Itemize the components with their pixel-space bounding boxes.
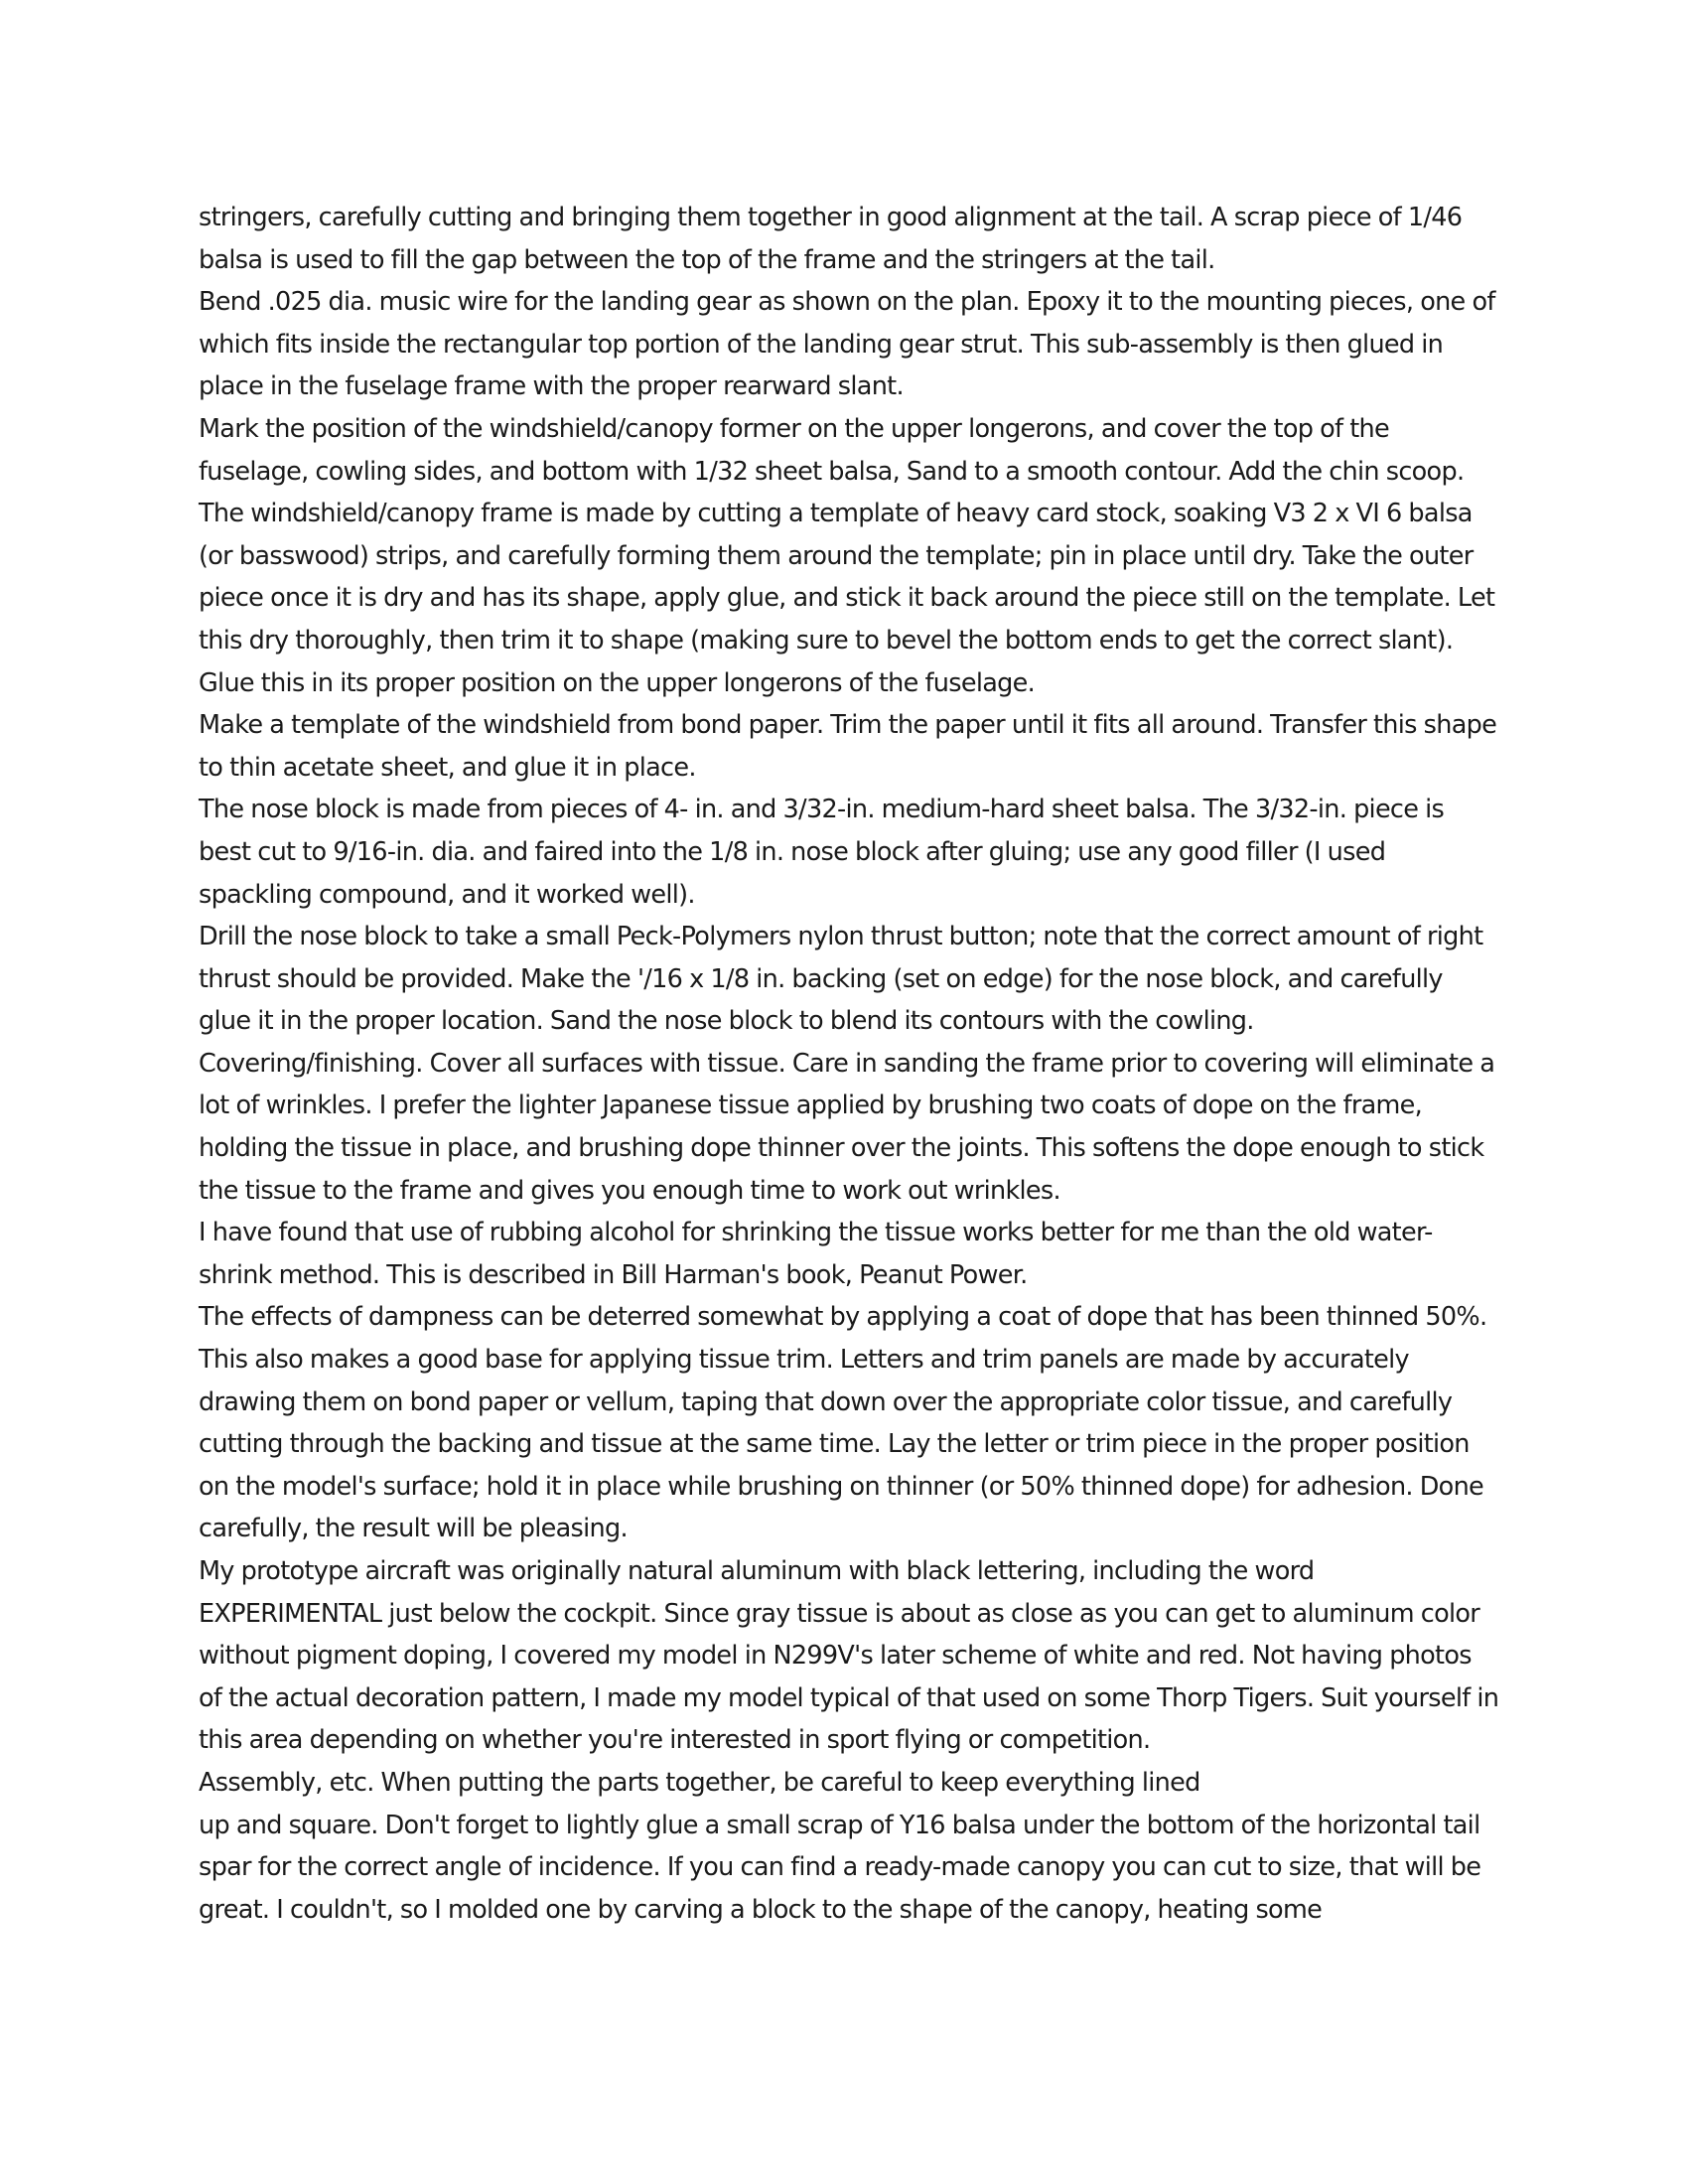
- paragraph-assembly: Assembly, etc. When putting the parts together, be careful to keep everything lined: [199, 1767, 1200, 1798]
- paragraph-nose-block: The nose block is made from pieces of 4- in. and 3/32-in. medium-hard sheet balsa. The 3/32-in. piece is best cut to 9/16-in. dia. and faired into the 1/8 in. nose block after gluing; use any good filler (I used spackling compound, and it worked well).: [199, 795, 1445, 910]
- paragraph-landing-gear: Bend .025 dia. music wire for the landing gear as shown on the plan. Epoxy it to the mounting pieces, one of which fits inside the rectangular top portion of the landing gear strut. This sub-assembly is then glued in place in the fuselage frame with the proper rearward slant.: [199, 287, 1495, 402]
- paragraph-thrust-button: Drill the nose block to take a small Peck-Polymers nylon thrust button; note that the correct amount of right thrust should be provided. Make the '/16 x 1/8 in. backing (set on edge) for the nose block, and carefully glue it in the proper location. Sand the nose block to blend its contours with the cowling.: [199, 922, 1483, 1037]
- paragraph-dampness-trim: The effects of dampness can be deterred somewhat by applying a coat of dope that has been thinned 50%. This also makes a good base for applying tissue trim. Letters and trim panels are made by accurately drawing them on bond paper or vellum, taping that down over the appropriate color tissue, and carefully cutting through the backing and tissue at the same time. Lay the letter or trim piece in the proper position on the model's surface; hold it in place while brushing on thinner (or 50% thinned dope) for adhesion. Done carefully, the result will be pleasing.: [199, 1302, 1487, 1544]
- paragraph-canopy-frame: The windshield/canopy frame is made by cutting a template of heavy card stock, soaking V3 2 x VI 6 balsa (or basswood) strips, and carefully forming them around the template; pin in place until dry. Take the outer piece once it is dry and has its shape, apply glue, and stick it back around the piece still on the template. Let this dry thoroughly, then trim it to shape (making sure to bevel the bottom ends to get the correct slant). Glue this in its proper position on the upper longerons of the fuselage.: [199, 499, 1495, 698]
- paragraph-stringers: stringers, carefully cutting and bringing them together in good alignment at the tail. A scrap piece of 1/46 balsa is used to fill the gap between the top of the frame and the stringers at the tail.: [199, 203, 1463, 275]
- paragraph-covering-finishing: Covering/finishing. Cover all surfaces with tissue. Care in sanding the frame prior to covering will eliminate a lot of wrinkles. I prefer the lighter Japanese tissue applied by brushing two coats of dope on the frame, holding the tissue in place, and brushing dope thinner over the joints. This softens the dope enough to stick the tissue to the frame and gives you enough time to work out wrinkles.: [199, 1048, 1495, 1206]
- paragraph-prototype-scheme: My prototype aircraft was originally natural aluminum with black lettering, including the word EXPERIMENTAL just below the cockpit. Since gray tissue is about as close as you can get to aluminum color without pigment doping, I covered my model in N299V's later scheme of white and red. Not having photos of the actual decoration pattern, I made my model typical of that used on some Thorp Tigers. Suit yourself in this area depending on whether you're interested in sport flying or competition.: [199, 1556, 1499, 1756]
- body-text: [199, 197, 1499, 1931]
- paragraph-shrinking: I have found that use of rubbing alcohol for shrinking the tissue works better for me than the old water-shrink method. This is described in Bill Harman's book, Peanut Power.: [199, 1218, 1433, 1290]
- paragraph-windshield-template: Make a template of the windshield from bond paper. Trim the paper until it fits all around. Transfer this shape to thin acetate sheet, and glue it in place.: [199, 710, 1497, 783]
- paragraph-assembly-continued: up and square. Don't forget to lightly glue a small scrap of Y16 balsa under the bottom of the horizontal tail spar for the correct angle of incidence. If you can find a ready-made canopy you can cut to size, that will be great. I couldn't, so I molded one by carving a block to the shape of the canopy, heating some: [199, 1810, 1481, 1925]
- paragraph-windshield-former: Mark the position of the windshield/canopy former on the upper longerons, and cover the top of the fuselage, cowling sides, and bottom with 1/32 sheet balsa, Sand to a smooth contour. Add the chin scoop.: [199, 413, 1465, 487]
